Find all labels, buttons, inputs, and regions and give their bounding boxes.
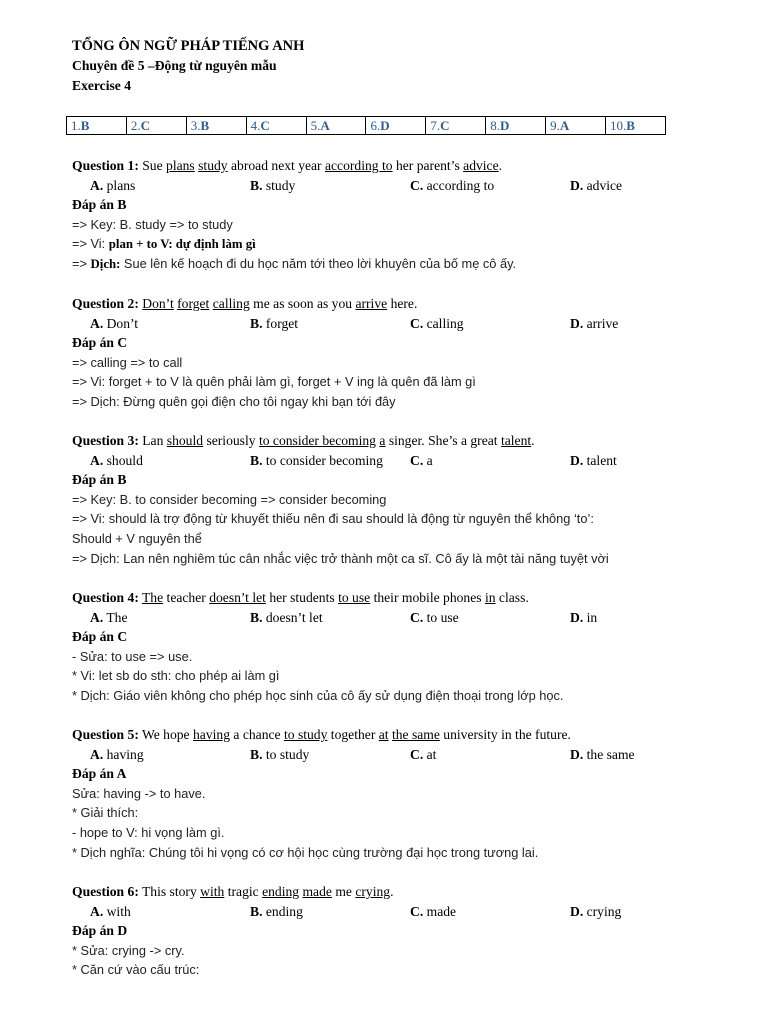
question-stem (72, 156, 712, 176)
explanation-text: * Dịch nghĩa: Chúng tôi hi vọng có cơ hội học cùng trường đại học trong tương lai. (72, 844, 539, 860)
answer-key-cell (426, 117, 486, 135)
option-text: plans (103, 177, 136, 193)
stem-text: abroad next year (227, 158, 325, 173)
option[interactable] (410, 902, 456, 922)
options-row (72, 608, 712, 628)
option-letter: B. (250, 903, 263, 919)
option[interactable] (250, 608, 323, 628)
stem-text: their mobile phones (370, 590, 485, 605)
option-letter: C. (410, 177, 424, 193)
option[interactable] (90, 451, 143, 471)
explanation-line (72, 960, 712, 980)
options-row (72, 902, 712, 922)
underlined-phrase: should (166, 433, 204, 448)
question-label: Question 1: (72, 158, 139, 173)
answer-key-cell (606, 117, 666, 135)
answer-key-number: 3. (190, 118, 201, 133)
exercise-label: Exercise 4 (72, 78, 132, 93)
underlined-phrase: The (142, 590, 164, 605)
option-letter: A. (90, 609, 104, 625)
underlined-phrase: to use (338, 590, 371, 605)
stem-text: class. (495, 590, 529, 605)
explanation-line (72, 529, 712, 549)
option-text: to study (262, 746, 310, 762)
options-row (72, 451, 712, 471)
explanation-line (72, 784, 712, 804)
question-block (72, 588, 712, 706)
explanation-line (72, 823, 712, 843)
explanation-line (72, 941, 712, 961)
document-title: TỔNG ÔN NGỮ PHÁP TIẾNG ANH (72, 38, 305, 54)
underlined-phrase: talent (500, 433, 532, 448)
underlined-phrase: Don’t (142, 296, 174, 311)
option[interactable] (250, 451, 383, 471)
question-block (72, 156, 712, 274)
question-label: Question 2: (72, 296, 139, 311)
option-letter: C. (410, 746, 424, 762)
explanation-line (72, 647, 712, 667)
answer-key-cell (126, 117, 186, 135)
answer-key-letter: C (440, 118, 450, 133)
answer-key-cell (306, 117, 366, 135)
answer-key-cell (186, 117, 246, 135)
option[interactable] (90, 902, 131, 922)
explanation-line (72, 215, 712, 235)
answer-key-letter: B (80, 118, 90, 133)
option-text: with (103, 903, 131, 919)
option-letter: B. (250, 315, 263, 331)
option[interactable] (250, 176, 295, 196)
explanation-text: Should + V nguyên thể (72, 530, 202, 546)
options-row (72, 314, 712, 334)
underlined-phrase: advice (463, 158, 499, 173)
explanation-line (72, 843, 712, 863)
option-text: should (103, 452, 143, 468)
answer-key-number: 6. (370, 118, 381, 133)
option-letter: C. (410, 609, 424, 625)
option-text: forget (262, 315, 299, 331)
option[interactable] (90, 608, 128, 628)
explanation-line (72, 686, 712, 706)
explanation-text: Sửa: having -> to have. (72, 785, 206, 801)
explanation-text: => Vi: forget + to V là quên phải làm gì, forget + V ing là quên đã làm gì (72, 374, 476, 390)
question-stem (72, 588, 712, 608)
option-text: having (103, 746, 144, 762)
option-text: ending (262, 903, 303, 919)
option-text: study (262, 177, 296, 193)
underlined-phrase: calling (212, 296, 250, 311)
option-text: in (583, 609, 598, 625)
answer-key-letter: D (499, 118, 510, 133)
answer-key-number: 10. (610, 118, 627, 133)
underlined-phrase: made (302, 884, 332, 899)
underlined-phrase: in (484, 590, 496, 605)
option[interactable] (410, 176, 494, 196)
option-letter: C. (410, 452, 424, 468)
option[interactable] (410, 608, 459, 628)
option-letter: A. (90, 746, 104, 762)
question-stem (72, 294, 712, 314)
option-letter: B. (250, 609, 263, 625)
stem-text: me (331, 884, 356, 899)
answer-key-number: 9. (550, 118, 560, 133)
option[interactable] (570, 902, 621, 922)
option-letter: A. (90, 315, 104, 331)
answer-key-letter: C (140, 118, 151, 133)
answer-key-letter: C (260, 118, 270, 133)
underlined-phrase: arrive (355, 296, 388, 311)
option-letter: B. (250, 177, 263, 193)
option[interactable] (90, 314, 138, 334)
answer-key-table (66, 116, 666, 135)
answer-label: Đáp án C (72, 629, 128, 645)
options-row (72, 176, 712, 196)
option[interactable] (90, 176, 135, 196)
option-text: doesn’t let (262, 609, 323, 625)
option-letter: A. (90, 903, 104, 919)
explanation-text: => (72, 255, 91, 271)
option-text: talent (583, 452, 617, 468)
underlined-phrase: plans (166, 158, 195, 173)
stem-text: We hope (138, 727, 193, 742)
explanation-line (72, 353, 712, 373)
explanation-text: => Dịch: Đừng quên gọi điện cho tôi ngay khi bạn tới đây (72, 393, 396, 409)
stem-text: singer. She’s a great (385, 433, 501, 448)
stem-text: her students (265, 590, 339, 605)
option-letter: A. (90, 177, 104, 193)
explanation-bold: Dịch: (90, 256, 121, 271)
explanation-text: => Vi: (72, 236, 109, 252)
stem-text: tragic (224, 884, 263, 899)
explanation-text: Sue lên kế hoạch đi du học năm tới theo lời khuyên của bố mẹ cô ấy. (120, 255, 517, 271)
stem-text: me as soon as you (249, 296, 356, 311)
option-text: arrive (583, 315, 619, 331)
stem-text: Lan (138, 433, 167, 448)
underlined-phrase: having (193, 727, 230, 742)
explanation-text: => Dịch: Lan nên nghiêm túc cân nhắc việc trở thành một ca sĩ. Cô ấy là một tài năng tuyệt vời (72, 550, 609, 566)
option-letter: D. (570, 315, 584, 331)
explanation-line (72, 372, 712, 392)
stem-text: together (327, 727, 379, 742)
question-label: Question 6: (72, 884, 139, 899)
explanation-bold: plan + to V: dự định làm gì (108, 237, 256, 252)
explanation-line (72, 234, 712, 254)
underlined-phrase: to study (283, 727, 328, 742)
explanation-text: - Sửa: to use => use. (72, 648, 193, 664)
question-stem (72, 725, 712, 745)
answer-key-cell (486, 117, 546, 135)
question-block (72, 294, 712, 412)
option-letter: D. (570, 609, 584, 625)
question-stem (72, 882, 712, 902)
stem-text: . (498, 158, 503, 173)
stem-text: Sue (138, 158, 167, 173)
underlined-phrase: study (198, 158, 228, 173)
option[interactable] (410, 314, 464, 334)
answer-key-letter: A (559, 118, 570, 133)
underlined-phrase: doesn’t let (209, 590, 266, 605)
underlined-phrase: ending (262, 884, 300, 899)
explanation-text: => Vi: should là trợ động từ khuyết thiếu nên đi sau should là động từ nguyên thể không ‘to’: (72, 511, 594, 527)
stem-text: . (531, 433, 535, 448)
answer-key-number: 4. (250, 118, 261, 133)
option-letter: D. (570, 177, 584, 193)
option[interactable] (570, 314, 618, 334)
explanation-line (72, 803, 712, 823)
option[interactable] (250, 902, 303, 922)
stem-text: This story (138, 884, 201, 899)
option[interactable] (570, 608, 597, 628)
option[interactable] (90, 745, 144, 765)
answer-key-number: 1. (71, 118, 81, 133)
question-block (72, 725, 712, 862)
underlined-phrase: according to (324, 158, 393, 173)
option-letter: A. (90, 452, 104, 468)
stem-text: seriously (203, 433, 259, 448)
explanation-text: => Key: B. to consider becoming => consider becoming (72, 491, 387, 507)
answer-key-cell (366, 117, 426, 135)
option[interactable] (250, 314, 298, 334)
underlined-phrase: forget (177, 296, 210, 311)
underlined-phrase: a (379, 433, 386, 448)
explanation-text: * Dịch: Giáo viên không cho phép học sinh của cô ấy sử dụng điện thoại trong lớp học. (72, 687, 564, 703)
option-text: calling (423, 315, 464, 331)
document-header (72, 36, 304, 96)
answer-label: Đáp án D (72, 923, 128, 939)
answer-key-cell (546, 117, 606, 135)
options-row (72, 745, 712, 765)
explanation-line (72, 549, 712, 569)
option-text: to consider becoming (262, 452, 383, 468)
answer-key-number: 5. (310, 118, 321, 133)
question-label: Question 3: (72, 433, 139, 448)
option-text: Don’t (103, 315, 139, 331)
option-text: made (423, 903, 457, 919)
option[interactable] (250, 745, 309, 765)
question-label: Question 4: (72, 590, 139, 605)
answer-key-letter: D (380, 118, 390, 133)
question-block (72, 882, 712, 980)
option[interactable] (410, 745, 436, 765)
answer-key-number: 2. (130, 118, 141, 133)
option[interactable] (570, 451, 617, 471)
stem-text: teacher (163, 590, 210, 605)
answer-label: Đáp án A (72, 766, 127, 782)
option-text: according to (423, 177, 495, 193)
question-stem (72, 431, 712, 451)
explanation-line (72, 490, 712, 510)
answer-key-row (67, 117, 666, 135)
answer-key-number: 7. (430, 118, 441, 133)
explanation-line (72, 254, 712, 274)
option-letter: B. (250, 746, 263, 762)
option-letter: C. (410, 903, 424, 919)
underlined-phrase: the same (391, 727, 440, 742)
document-topic: Chuyên đề 5 –Động từ nguyên mẫu (72, 58, 277, 73)
option-text: The (103, 609, 128, 625)
explanation-text: * Sửa: crying -> cry. (72, 942, 185, 958)
option[interactable] (570, 176, 622, 196)
explanation-line (72, 666, 712, 686)
explanation-line (72, 509, 712, 529)
question-label: Question 5: (72, 727, 139, 742)
option-text: a (423, 452, 433, 468)
answer-key-letter: B (200, 118, 210, 133)
option-letter: D. (570, 746, 584, 762)
underlined-phrase: to consider becoming (258, 433, 376, 448)
underlined-phrase: crying (355, 884, 391, 899)
stem-text: here. (387, 296, 418, 311)
option[interactable] (410, 451, 433, 471)
explanation-text: => calling => to call (72, 354, 183, 370)
stem-text: university in the future. (439, 727, 571, 742)
option-letter: B. (250, 452, 263, 468)
option-text: crying (583, 903, 622, 919)
explanation-text: * Giải thích: (72, 805, 139, 821)
answer-key-number: 8. (490, 118, 500, 133)
explanation-line (72, 392, 712, 412)
underlined-phrase: at (378, 727, 389, 742)
question-block (72, 431, 712, 568)
answer-key-cell (67, 117, 127, 135)
answer-label: Đáp án B (72, 197, 127, 213)
answer-label: Đáp án C (72, 335, 128, 351)
answer-label: Đáp án B (72, 472, 127, 488)
option-text: at (423, 746, 437, 762)
option-letter: D. (570, 903, 584, 919)
stem-text: a chance (230, 727, 284, 742)
explanation-text: => Key: B. study => to study (72, 216, 233, 232)
explanation-text: * Vi: let sb do sth: cho phép ai làm gì (72, 668, 280, 684)
option-letter: D. (570, 452, 584, 468)
option-letter: C. (410, 315, 424, 331)
answer-key-cell (246, 117, 306, 135)
option[interactable] (570, 745, 635, 765)
option-text: the same (583, 746, 635, 762)
stem-text: her parent’s (392, 158, 464, 173)
option-text: advice (583, 177, 623, 193)
underlined-phrase: with (200, 884, 225, 899)
answer-key-letter: B (626, 118, 635, 133)
answer-key-letter: A (320, 118, 330, 133)
option-text: to use (423, 609, 459, 625)
explanation-text: * Căn cứ vào cấu trúc: (72, 962, 200, 978)
explanation-text: - hope to V: hi vọng làm gì. (72, 824, 225, 840)
stem-text: . (390, 884, 394, 899)
